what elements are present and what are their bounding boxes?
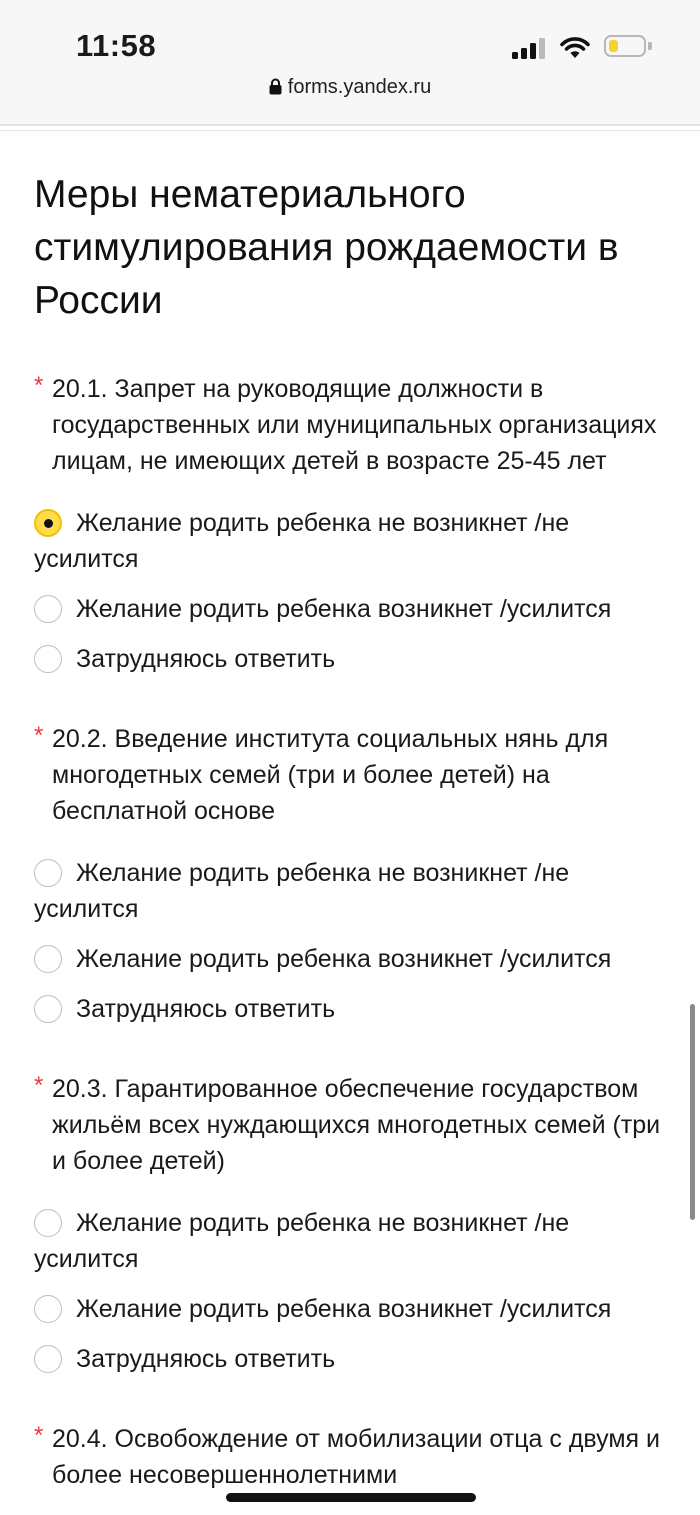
radio-group [34, 1205, 664, 1377]
radio-button[interactable] [34, 995, 62, 1023]
radio-option[interactable] [34, 1205, 664, 1277]
option-label[interactable]: Желание родить ребенка не возникнет /не усилится [34, 509, 570, 573]
option-label[interactable]: Желание родить ребенка возникнет /усилится [76, 595, 612, 623]
required-mark: * [34, 722, 44, 749]
battery-icon [604, 35, 646, 57]
radio-button[interactable] [34, 595, 62, 623]
radio-button[interactable] [34, 645, 62, 673]
scrollbar[interactable] [690, 1004, 695, 1220]
required-mark: * [34, 1072, 44, 1099]
radio-button[interactable] [34, 1295, 62, 1323]
option-label[interactable]: Затрудняюсь ответить [76, 995, 336, 1023]
radio-option[interactable] [34, 641, 664, 677]
option-label[interactable]: Желание родить ребенка не возникнет /не усилится [34, 1209, 570, 1273]
radio-button[interactable] [34, 859, 62, 887]
form-content [34, 168, 664, 1493]
radio-option[interactable] [34, 505, 664, 577]
option-label[interactable]: Желание родить ребенка возникнет /усилится [76, 1295, 612, 1323]
question-20-1 [34, 371, 664, 677]
cellular-signal-icon [512, 37, 548, 59]
question-title [34, 721, 664, 829]
divider [0, 130, 700, 131]
option-label[interactable]: Желание родить ребенка возникнет /усилится [76, 945, 612, 973]
address-bar[interactable] [0, 76, 700, 99]
radio-button-selected[interactable] [34, 509, 62, 537]
radio-group [34, 505, 664, 677]
question-20-3 [34, 1071, 664, 1377]
radio-button[interactable] [34, 1345, 62, 1373]
url-text: forms.yandex.ru [287, 76, 432, 98]
option-label[interactable]: Желание родить ребенка не возникнет /не усилится [34, 859, 570, 923]
radio-option[interactable] [34, 1341, 664, 1377]
status-bar [0, 0, 700, 126]
required-mark: * [34, 372, 44, 399]
radio-button[interactable] [34, 1209, 62, 1237]
question-text: 20.3. Гарантированное обеспечение государством жильём всех нуждающихся многодетных семей (три и более детей) [52, 1075, 661, 1175]
radio-group [34, 855, 664, 1027]
radio-option[interactable] [34, 941, 664, 977]
question-20-4 [34, 1421, 664, 1493]
question-text: 20.1. Запрет на руководящие должности в государственных или муниципальных организациях лицам, не имеющих детей в возрасте 25-45 лет [52, 375, 657, 475]
question-title [34, 1421, 664, 1493]
question-20-2 [34, 721, 664, 1027]
radio-option[interactable] [34, 991, 664, 1027]
battery-tip [648, 42, 652, 50]
radio-option[interactable] [34, 591, 664, 627]
form-title: Меры нематериального стимулирования рождаемости в России [34, 173, 619, 322]
question-text: 20.4. Освобождение от мобилизации отца с двумя и более несовершеннолетними [52, 1425, 661, 1489]
question-text: 20.2. Введение института социальных нянь для многодетных семей (три и более детей) на бесплатной основе [52, 725, 609, 825]
radio-option[interactable] [34, 855, 664, 927]
radio-button[interactable] [34, 945, 62, 973]
question-title [34, 371, 664, 479]
home-indicator[interactable] [226, 1493, 476, 1502]
clock: 11:58 [76, 28, 157, 63]
wifi-icon [558, 34, 592, 60]
battery-level [609, 40, 618, 52]
required-mark: * [34, 1422, 44, 1449]
option-label[interactable]: Затрудняюсь ответить [76, 645, 336, 673]
question-title [34, 1071, 664, 1179]
lock-icon [269, 78, 282, 95]
option-label[interactable]: Затрудняюсь ответить [76, 1345, 336, 1373]
radio-option[interactable] [34, 1291, 664, 1327]
